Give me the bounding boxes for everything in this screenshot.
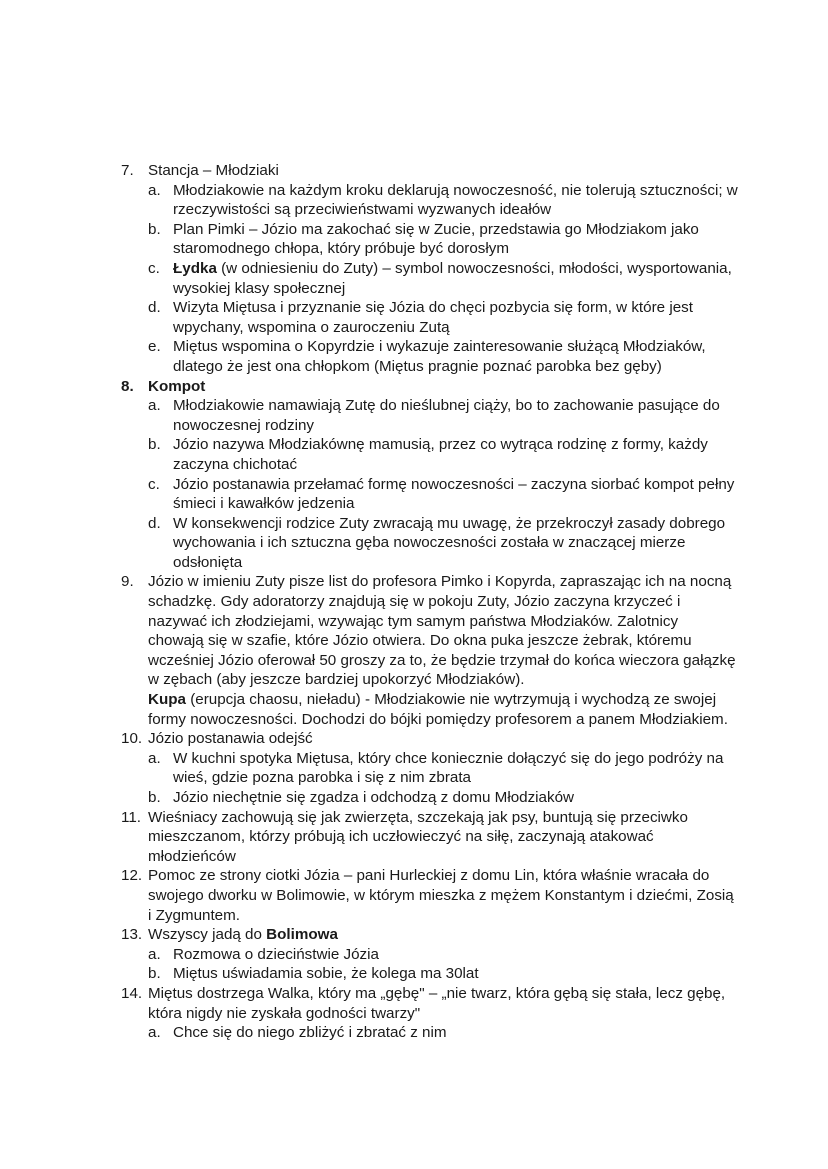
sub-letter: b. — [148, 220, 161, 238]
sub-item — [0, 475, 828, 514]
list-item — [0, 866, 828, 925]
bold-heading: Kompot — [148, 377, 206, 395]
bold-term: Łydka — [173, 259, 217, 277]
item-number: 14. — [121, 984, 143, 1002]
sub-letter: a. — [148, 945, 161, 963]
sub-text: Józio postanawia przełamać formę nowoczesności – zaczyna siorbać kompot pełny śmieci i kawałków jedzenia — [173, 475, 735, 513]
sub-item — [0, 514, 828, 573]
item-text: Miętus dostrzega Walka, który ma „gębę" – „nie twarz, która gębą się stała, lecz gębę, która nigdy nie zyskała godności twarzy" — [148, 984, 726, 1022]
item-text-continued — [148, 690, 736, 729]
item-number: 10. — [121, 730, 143, 748]
item-text — [148, 925, 736, 945]
sub-item — [0, 435, 828, 474]
list-item — [0, 572, 828, 729]
sub-letter: b. — [148, 436, 161, 454]
sub-item — [0, 396, 828, 435]
sub-text-rest: (w odniesieniu do Zuty) – symbol nowoczesności, młodości, wysportowania, wysokiej klasy społecznej — [173, 259, 732, 297]
sub-text: Rozmowa o dzieciństwie Józia — [173, 945, 379, 963]
sub-letter: e. — [148, 338, 161, 356]
sub-text: Chce się do niego zbliżyć i zbratać z nim — [173, 1024, 447, 1042]
sub-text: W konsekwencji rodzice Zuty zwracają mu uwagę, że przekroczył zasady dobrego wychowania i ich sztuczna gęba nowoczesności została w znaczącej mierze odsłonięta — [173, 514, 726, 571]
sub-text: Miętus uświadamia sobie, że kolega ma 30lat — [173, 965, 479, 983]
item-number: 13. — [121, 926, 143, 944]
item-text: Józio w imieniu Zuty pisze list do profesora Pimko i Kopyrda, zapraszając ich na nocną schadzkę. Gdy adoratorzy znajdują się w pokoju Zuty, Józio zaczyna krzyczeć i nazywać ich złodziejami, wzywając tym samym państwa Młodziaków. Zalotnicy chowają się w szafie, które Józio otwiera. Do okna puka jeszcze żebrak, któremu wcześniej Józio oferował 50 groszy za to, że będzie trzymał do końca wieczora gałązkę w zębach (aby jeszcze bardziej upokorzyć Młodziaków). — [148, 573, 736, 689]
list-item — [0, 729, 828, 749]
sub-text: Józio niechętnie się zgadza i odchodzą z domu Młodziaków — [173, 789, 575, 806]
item-number: 12. — [121, 867, 143, 885]
sub-item — [0, 337, 828, 376]
list-item — [0, 161, 828, 181]
item-text: Stancja – Młodziaki — [148, 162, 279, 179]
sub-letter: d. — [148, 514, 161, 532]
sub-item — [0, 181, 828, 220]
sub-item — [0, 749, 828, 788]
sub-item — [0, 964, 828, 984]
sub-text: Plan Pimki – Józio ma zakochać się w Zucie, przedstawia go Młodziakom jako staromodnego chłopa, który próbuje być dorosłym — [173, 220, 699, 258]
item-text: Wieśniacy zachowują się jak zwierzęta, szczekają jak psy, buntują się przeciwko mieszczanom, którzy próbują ich uczłowieczyć na siłę, zaczynają atakować młodzieńców — [148, 808, 688, 865]
item-number: 9. — [121, 573, 134, 591]
numbered-list — [0, 161, 828, 1043]
sub-letter: b. — [148, 965, 161, 983]
sub-text: Młodziakowie na każdym kroku deklarują nowoczesność, nie tolerują sztuczności; w rzeczywistości są przeciwieństwami wyzwanych ideałów — [173, 181, 738, 219]
item-text: Pomoc ze strony ciotki Józia – pani Hurleckiej z domu Lin, która właśnie wracała do swojego dworku w Bolimowie, w którym mieszka z mężem Konstantym i dziećmi, Zosią i Zygmuntem. — [148, 867, 734, 924]
sub-letter: a. — [148, 181, 161, 199]
sub-item — [0, 788, 828, 808]
sub-item — [0, 1023, 828, 1043]
bold-term: Bolimowa — [266, 926, 338, 944]
sub-text: Józio nazywa Młodziakównę mamusią, przez co wytrąca rodzinę z formy, każdy zaczyna chichotać — [173, 436, 708, 473]
sub-item — [0, 298, 828, 337]
sub-item — [0, 220, 828, 259]
sub-item — [0, 259, 828, 298]
sub-letter: a. — [148, 1024, 161, 1042]
list-item — [0, 984, 828, 1023]
item-text — [148, 377, 736, 397]
item-number: 11. — [121, 808, 141, 826]
sub-letter: d. — [148, 299, 161, 317]
sub-letter: b. — [148, 789, 161, 806]
sub-text: Wizyta Miętusa i przyznanie się Józia do chęci pozbycia się form, w które jest wpychany, wspomina o zauroczeniu Zutą — [173, 299, 693, 336]
list-item — [0, 808, 828, 867]
item-text-start: Wszyscy jadą do — [148, 926, 267, 944]
item-number: 8. — [121, 377, 134, 395]
sub-text: W kuchni spotyka Miętusa, który chce koniecznie dołączyć się do jego podróży na wieś, gdzie pozna parobka i się z nim zbrata — [173, 749, 724, 787]
sub-item — [0, 945, 828, 965]
sub-letter: c. — [148, 475, 160, 493]
sub-text — [173, 259, 743, 298]
list-item — [0, 925, 828, 945]
bold-term: Kupa — [148, 691, 186, 709]
sub-letter: c. — [148, 259, 160, 277]
sub-letter: a. — [148, 397, 161, 415]
item-text-rest: (erupcja chaosu, nieładu) - Młodziakowie nie wytrzymują i wychodzą ze swojej formy nowoczesności. Dochodzi do bójki pomiędzy profesorem a panem Młodziakiem. — [148, 691, 728, 728]
sub-text: Młodziakowie namawiają Zutę do nieślubnej ciąży, bo to zachowanie pasujące do nowoczesnej rodziny — [173, 397, 720, 434]
sub-text: Miętus wspomina o Kopyrdzie i wykazuje zainteresowanie służącą Młodziaków, dlatego że jest ona chłopkom (Miętus pragnie poznać parobka bez gęby) — [173, 338, 706, 375]
item-text: Józio postanawia odejść — [148, 730, 313, 748]
item-number: 7. — [121, 162, 134, 179]
list-item — [0, 377, 828, 397]
sub-letter: a. — [148, 749, 161, 767]
